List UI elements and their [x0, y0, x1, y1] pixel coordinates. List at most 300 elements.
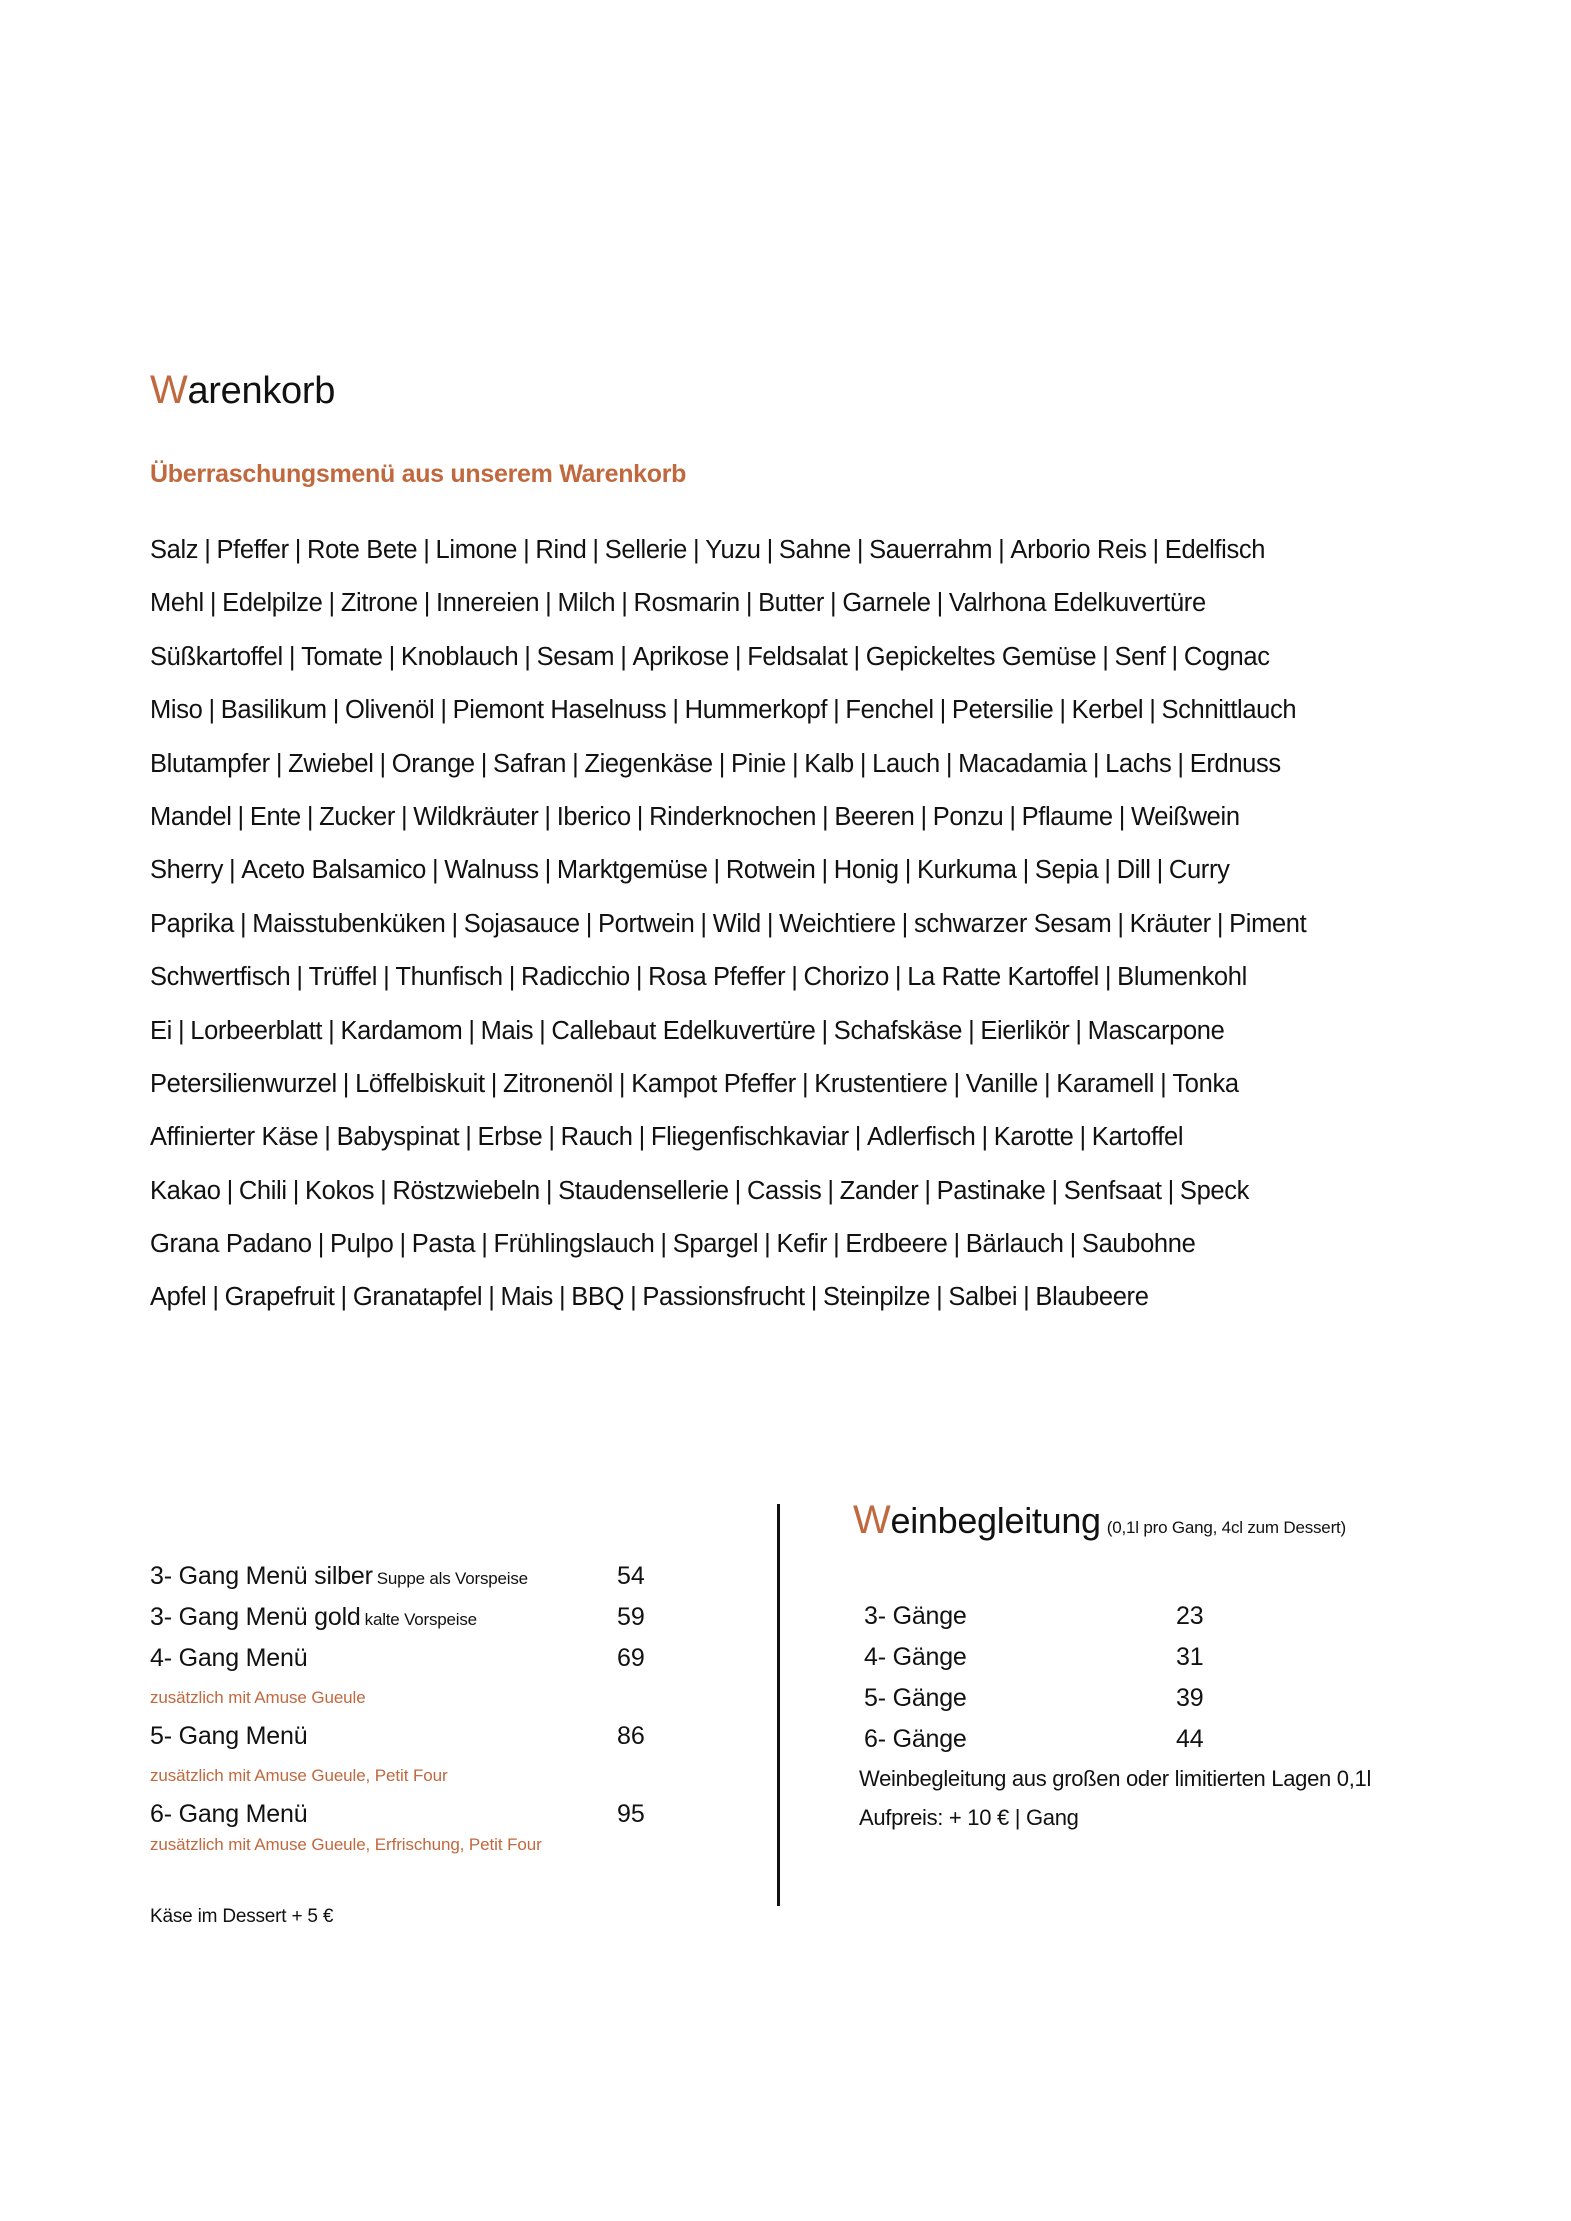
separator: |	[328, 1016, 335, 1045]
menu-row	[150, 1642, 670, 1683]
ingredient-item: Iberico	[556, 802, 631, 831]
separator: |	[1023, 1283, 1030, 1312]
separator: |	[638, 1123, 645, 1152]
separator: |	[431, 856, 439, 885]
ingredient-item: Orange	[391, 749, 475, 778]
separator: |	[1152, 536, 1159, 564]
separator: |	[379, 749, 386, 778]
ingredient-item: Trüffel	[308, 963, 378, 992]
ingredient-line	[150, 1117, 1470, 1170]
ingredient-line	[150, 1064, 1470, 1117]
separator: |	[827, 1176, 834, 1205]
separator: |	[545, 1176, 553, 1205]
ingredient-item: Karotte	[993, 1123, 1074, 1152]
ingredient-item: Löffelbiskuit	[355, 1069, 485, 1098]
separator: |	[801, 1069, 809, 1098]
wine-premium-note: Weinbegleitung aus großen oder limitierten Lagen 0,1l	[859, 1766, 1372, 1791]
ingredient-item: Spargel	[672, 1230, 759, 1259]
ingredient-item: Salbei	[948, 1283, 1018, 1312]
ingredient-item: Mascarpone	[1087, 1016, 1225, 1045]
separator: |	[572, 749, 579, 778]
warenkorb-title-rest: arenkorb	[187, 370, 336, 412]
ingredient-item: Erdbeere	[845, 1230, 948, 1259]
separator: |	[1216, 909, 1224, 938]
separator: |	[545, 589, 552, 618]
separator: |	[288, 642, 296, 671]
separator: |	[480, 749, 488, 778]
separator: |	[383, 963, 390, 992]
ingredient-item: Saubohne	[1081, 1230, 1196, 1259]
ingredient-item: Kerbel	[1071, 696, 1144, 725]
separator: |	[968, 1016, 975, 1045]
wine-label: 5- Gänge	[864, 1684, 967, 1712]
ingredient-item: Petersilienwurzel	[150, 1069, 337, 1098]
ingredient-item: Pasta	[411, 1230, 476, 1259]
ingredient-item: Pfeffer	[216, 536, 289, 564]
menu-price-list	[150, 1560, 670, 1873]
separator: |	[936, 589, 943, 618]
ingredient-item: Staudensellerie	[558, 1176, 729, 1205]
separator: |	[488, 1283, 495, 1312]
ingredient-item: Kalb	[804, 749, 854, 778]
ingredient-item: Weichtiere	[779, 909, 896, 938]
ingredient-item: Schafskäse	[833, 1016, 963, 1045]
ingredient-item: Safran	[493, 749, 567, 778]
ingredient-item: Macadamia	[958, 749, 1087, 778]
ingredient-item: Erdnuss	[1189, 749, 1281, 778]
wine-title-initial: W	[853, 1498, 891, 1542]
ingredient-item: Salz	[150, 536, 199, 564]
separator: |	[306, 802, 314, 831]
separator: |	[1118, 802, 1125, 831]
ingredient-item: Fliegenfischkaviar	[650, 1123, 849, 1152]
separator: |	[524, 642, 531, 671]
separator: |	[1009, 802, 1016, 831]
menu-row	[150, 1560, 670, 1601]
ingredient-item: Cassis	[746, 1176, 822, 1205]
separator: |	[1069, 1230, 1076, 1259]
separator: |	[1092, 749, 1100, 778]
menu-detail: Suppe als Vorspeise	[376, 1569, 528, 1588]
ingredient-line	[150, 957, 1470, 1010]
column-divider	[777, 1504, 780, 1906]
menu-price: 86	[617, 1722, 645, 1750]
separator: |	[177, 1016, 185, 1045]
separator: |	[1104, 856, 1111, 885]
separator: |	[953, 1230, 960, 1259]
ingredient-item: Zwiebel	[288, 749, 374, 778]
ingredient-item: Speck	[1179, 1176, 1250, 1205]
separator: |	[401, 802, 408, 831]
wine-subtitle: (0,1l pro Gang, 4cl zum Dessert)	[1106, 1518, 1347, 1537]
ingredient-item: Edelpilze	[222, 589, 323, 618]
ingredient-item: Lorbeerblatt	[190, 1016, 323, 1045]
wine-price: 44	[1176, 1725, 1204, 1753]
separator: |	[1117, 909, 1124, 938]
separator: |	[830, 589, 837, 618]
ingredient-item: Blutampfer	[150, 749, 270, 778]
wine-row	[864, 1641, 1464, 1682]
wine-price: 39	[1176, 1684, 1204, 1712]
ingredient-item: Mandel	[150, 802, 232, 831]
ingredient-item: Süßkartoffel	[150, 642, 283, 671]
ingredient-line	[150, 530, 1470, 583]
separator: |	[481, 1230, 488, 1259]
ingredient-item: Rote Bete	[307, 536, 418, 564]
ingredient-item: Gepickeltes Gemüse	[865, 642, 1097, 671]
menu-price: 54	[617, 1562, 645, 1590]
ingredient-item: Dill	[1116, 856, 1151, 885]
separator: |	[636, 802, 644, 831]
ingredient-item: Grapefruit	[224, 1283, 335, 1312]
ingredient-item: Rosmarin	[633, 589, 740, 618]
ingredient-item: Vanille	[965, 1069, 1039, 1098]
ingredient-item: Schnittlauch	[1161, 696, 1297, 725]
separator: |	[523, 536, 530, 564]
ingredient-item: Krustentiere	[814, 1069, 948, 1098]
ingredient-line	[150, 1277, 1470, 1330]
separator: |	[399, 1230, 406, 1259]
separator: |	[292, 1176, 299, 1205]
wine-price-list	[864, 1600, 1464, 1764]
separator: |	[558, 1283, 566, 1312]
warenkorb-title	[150, 366, 335, 415]
ingredient-item: Callebaut Edelkuvertüre	[551, 1016, 816, 1045]
ingredient-item: Blaubeere	[1035, 1283, 1149, 1312]
menu-note: zusätzlich mit Amuse Gueule, Erfrischung, Petit Four	[150, 1835, 542, 1854]
ingredient-item: Chorizo	[803, 963, 889, 992]
ingredient-item: Petersilie	[951, 696, 1054, 725]
ingredient-item: Grana Padano	[150, 1230, 312, 1259]
ingredient-item: Sellerie	[604, 536, 687, 564]
ingredient-item: Paprika	[150, 909, 235, 938]
ingredient-item: Bärlauch	[965, 1230, 1064, 1259]
ingredient-line	[150, 904, 1470, 957]
ingredient-item: Portwein	[598, 909, 695, 938]
ingredient-item: Aprikose	[632, 642, 729, 671]
separator: |	[226, 1176, 233, 1205]
ingredient-item: Steinpilze	[822, 1283, 931, 1312]
ingredient-item: Blumenkohl	[1117, 963, 1247, 992]
menu-detail: kalte Vorspeise	[364, 1610, 477, 1629]
ingredient-item: Eierlikör	[980, 1016, 1070, 1045]
ingredient-item: Erbse	[477, 1123, 543, 1152]
ingredient-item: Kartoffel	[1091, 1123, 1184, 1152]
ingredient-item: Sepia	[1034, 856, 1099, 885]
separator: |	[328, 589, 335, 618]
separator: |	[904, 856, 911, 885]
ingredient-item: Olivenöl	[344, 696, 435, 725]
separator: |	[229, 856, 236, 885]
ingredient-item: Kurkuma	[916, 856, 1017, 885]
ingredient-item: Affinierter Käse	[150, 1123, 319, 1152]
ingredient-item: Senf	[1114, 642, 1166, 671]
ingredient-item: Arborio Reis	[1010, 536, 1147, 564]
separator: |	[1156, 856, 1163, 885]
ingredient-item: Rosa Pfeffer	[648, 963, 786, 992]
separator: |	[544, 856, 551, 885]
cheese-surcharge-note: Käse im Dessert + 5 €	[150, 1906, 334, 1927]
ingredient-line	[150, 1171, 1470, 1224]
menu-label: 3- Gang Menü silber	[150, 1562, 373, 1590]
separator: |	[692, 536, 700, 564]
separator: |	[745, 589, 753, 618]
separator: |	[1149, 696, 1156, 725]
separator: |	[204, 536, 211, 564]
menu-price: 59	[617, 1603, 645, 1631]
ingredient-item: Beeren	[834, 802, 915, 831]
ingredient-line	[150, 797, 1470, 850]
ingredient-item: Pulpo	[329, 1230, 394, 1259]
separator: |	[859, 749, 867, 778]
separator: |	[766, 536, 773, 564]
ingredient-item: Ente	[249, 802, 301, 831]
separator: |	[1160, 1069, 1167, 1098]
separator: |	[324, 1123, 331, 1152]
ingredient-item: Rotwein	[725, 856, 816, 885]
ingredient-item: Pflaume	[1021, 802, 1113, 831]
ingredient-item: Zitronenöl	[503, 1069, 613, 1098]
ingredient-item: Tomate	[301, 642, 383, 671]
ingredient-item: Weißwein	[1130, 802, 1240, 831]
separator: |	[901, 909, 908, 938]
separator: |	[700, 909, 707, 938]
separator: |	[490, 1069, 498, 1098]
ingredient-item: Granatapfel	[352, 1283, 483, 1312]
separator: |	[833, 1230, 840, 1259]
ingredient-item: Zander	[839, 1176, 919, 1205]
separator: |	[342, 1069, 350, 1098]
separator: |	[894, 963, 902, 992]
ingredient-item: Kakao	[150, 1176, 221, 1205]
ingredient-item: Innereien	[435, 589, 540, 618]
ingredient-item: Pinie	[730, 749, 786, 778]
separator: |	[380, 1176, 387, 1205]
separator: |	[585, 909, 592, 938]
separator: |	[1079, 1123, 1086, 1152]
separator: |	[854, 1123, 861, 1152]
ingredient-item: Lachs	[1105, 749, 1172, 778]
separator: |	[539, 1016, 546, 1045]
ingredient-item: Rauch	[560, 1123, 633, 1152]
ingredient-item: Knoblauch	[400, 642, 519, 671]
ingredient-item: Sauerrahm	[869, 536, 993, 564]
wine-row	[864, 1600, 1464, 1641]
separator: |	[212, 1283, 219, 1312]
ingredient-item: Wild	[712, 909, 761, 938]
ingredient-item: Zucker	[319, 802, 396, 831]
ingredient-item: Miso	[150, 696, 203, 725]
ingredient-item: Passionsfrucht	[642, 1283, 805, 1312]
separator: |	[275, 749, 283, 778]
separator: |	[660, 1230, 667, 1259]
ingredient-item: Butter	[758, 589, 825, 618]
separator: |	[672, 696, 679, 725]
ingredient-item: Sahne	[778, 536, 851, 564]
ingredient-item: BBQ	[571, 1283, 625, 1312]
ingredient-item: Sojasauce	[463, 909, 580, 938]
ingredient-line	[150, 744, 1470, 797]
separator: |	[822, 802, 829, 831]
separator: |	[920, 802, 927, 831]
separator: |	[734, 1176, 741, 1205]
ingredient-line	[150, 583, 1470, 636]
separator: |	[924, 1176, 931, 1205]
wine-price: 23	[1176, 1602, 1204, 1630]
menu-note: zusätzlich mit Amuse Gueule	[150, 1688, 366, 1707]
separator: |	[468, 1016, 475, 1045]
separator: |	[981, 1123, 988, 1152]
ingredient-item: Schwertfisch	[150, 963, 291, 992]
wine-row	[864, 1682, 1464, 1723]
separator: |	[621, 589, 628, 618]
separator: |	[936, 1283, 943, 1312]
ingredient-item: Maisstubenküken	[252, 909, 446, 938]
ingredient-line	[150, 690, 1470, 743]
ingredient-line	[150, 637, 1470, 690]
separator: |	[998, 536, 1005, 564]
ingredient-item: Rinderknochen	[649, 802, 817, 831]
separator: |	[423, 589, 430, 618]
menu-label: 4- Gang Menü	[150, 1644, 308, 1672]
separator: |	[465, 1123, 472, 1152]
wine-label: 4- Gänge	[864, 1643, 967, 1671]
ingredient-item: Kampot Pfeffer	[631, 1069, 796, 1098]
separator: |	[388, 642, 395, 671]
separator: |	[1102, 642, 1109, 671]
ingredient-item: Kardamom	[340, 1016, 463, 1045]
menu-label: 6- Gang Menü	[150, 1800, 308, 1828]
ingredient-item: Curry	[1168, 856, 1230, 885]
separator: |	[237, 802, 244, 831]
ingredient-item: Chili	[238, 1176, 287, 1205]
ingredient-item: Walnuss	[444, 856, 539, 885]
ingredient-item: Yuzu	[705, 536, 761, 564]
ingredient-item: Lauch	[872, 749, 940, 778]
separator: |	[856, 536, 864, 564]
wine-title-rest: einbegleitung	[890, 1500, 1101, 1541]
ingredient-item: schwarzer Sesam	[913, 909, 1112, 938]
ingredient-item: Ziegenkäse	[584, 749, 713, 778]
ingredient-item: Pastinake	[936, 1176, 1046, 1205]
ingredient-item: Kefir	[776, 1230, 828, 1259]
separator: |	[791, 749, 799, 778]
ingredient-item: Karamell	[1056, 1069, 1155, 1098]
ingredient-item: Mais	[500, 1283, 553, 1312]
ingredient-item: Kokos	[304, 1176, 375, 1205]
separator: |	[451, 909, 458, 938]
ingredient-item: Basilikum	[220, 696, 327, 725]
ingredient-item: La Ratte Kartoffel	[907, 963, 1099, 992]
ingredient-item: Feldsalat	[747, 642, 848, 671]
menu-row	[150, 1720, 670, 1761]
separator: |	[620, 642, 627, 671]
ingredient-list	[150, 530, 1470, 1331]
ingredient-item: Mehl	[150, 589, 204, 618]
separator: |	[1075, 1016, 1082, 1045]
separator: |	[240, 909, 247, 938]
ingredient-item: Garnele	[842, 589, 931, 618]
ingredient-item: Limone	[435, 536, 518, 564]
separator: |	[1167, 1176, 1174, 1205]
ingredient-item: Röstzwiebeln	[392, 1176, 540, 1205]
ingredient-item: Ponzu	[932, 802, 1004, 831]
ingredient-item: Tonka	[1172, 1069, 1239, 1098]
ingredient-item: Babyspinat	[336, 1123, 460, 1152]
ingredient-line	[150, 1011, 1470, 1064]
ingredient-item: Mais	[480, 1016, 534, 1045]
separator: |	[734, 642, 742, 671]
menu-price: 69	[617, 1644, 645, 1672]
separator: |	[209, 589, 217, 618]
separator: |	[618, 1069, 626, 1098]
ingredient-item: Milch	[557, 589, 616, 618]
separator: |	[953, 1069, 960, 1098]
separator: |	[508, 963, 516, 992]
ingredient-item: Cognac	[1183, 642, 1270, 671]
separator: |	[945, 749, 953, 778]
separator: |	[791, 963, 798, 992]
ingredient-item: Marktgemüse	[556, 856, 708, 885]
separator: |	[833, 696, 840, 725]
separator: |	[810, 1283, 817, 1312]
ingredient-item: Frühlingslauch	[493, 1230, 655, 1259]
ingredient-item: Honig	[833, 856, 899, 885]
wine-title	[853, 1498, 1346, 1550]
separator: |	[630, 1283, 637, 1312]
separator: |	[939, 696, 946, 725]
separator: |	[1044, 1069, 1051, 1098]
ingredient-item: Wildkräuter	[413, 802, 539, 831]
separator: |	[423, 536, 430, 564]
warenkorb-subtitle: Überraschungsmenü aus unserem Warenkorb	[150, 460, 687, 488]
menu-row	[150, 1601, 670, 1642]
separator: |	[548, 1123, 555, 1152]
ingredient-item: Senfsaat	[1063, 1176, 1162, 1205]
menu-label: 5- Gang Menü	[150, 1722, 308, 1750]
separator: |	[1051, 1176, 1058, 1205]
ingredient-item: Kräuter	[1129, 909, 1211, 938]
warenkorb-title-initial: W	[150, 368, 188, 412]
ingredient-item: Adlerfisch	[867, 1123, 976, 1152]
ingredient-item: Zitrone	[340, 589, 418, 618]
separator: |	[766, 909, 774, 938]
separator: |	[340, 1283, 347, 1312]
wine-price: 31	[1176, 1643, 1204, 1671]
separator: |	[1059, 696, 1066, 725]
separator: |	[635, 963, 643, 992]
menu-label: 3- Gang Menü gold	[150, 1603, 361, 1631]
wine-label: 6- Gänge	[864, 1725, 967, 1753]
wine-surcharge-note: Aufpreis: + 10 € | Gang	[859, 1805, 1079, 1830]
wine-row	[864, 1723, 1464, 1764]
menu-row	[150, 1798, 670, 1839]
separator: |	[332, 696, 339, 725]
ingredient-item: Ei	[150, 1016, 172, 1045]
ingredient-item: Valrhona Edelkuvertüre	[948, 589, 1206, 618]
separator: |	[317, 1230, 324, 1259]
separator: |	[821, 856, 828, 885]
separator: |	[1104, 963, 1112, 992]
ingredient-line	[150, 850, 1470, 903]
ingredient-item: Edelfisch	[1164, 536, 1266, 564]
separator: |	[544, 802, 551, 831]
separator: |	[1171, 642, 1178, 671]
ingredient-line	[150, 1224, 1470, 1277]
separator: |	[713, 856, 720, 885]
separator: |	[592, 536, 599, 564]
ingredient-item: Radicchio	[521, 963, 630, 992]
